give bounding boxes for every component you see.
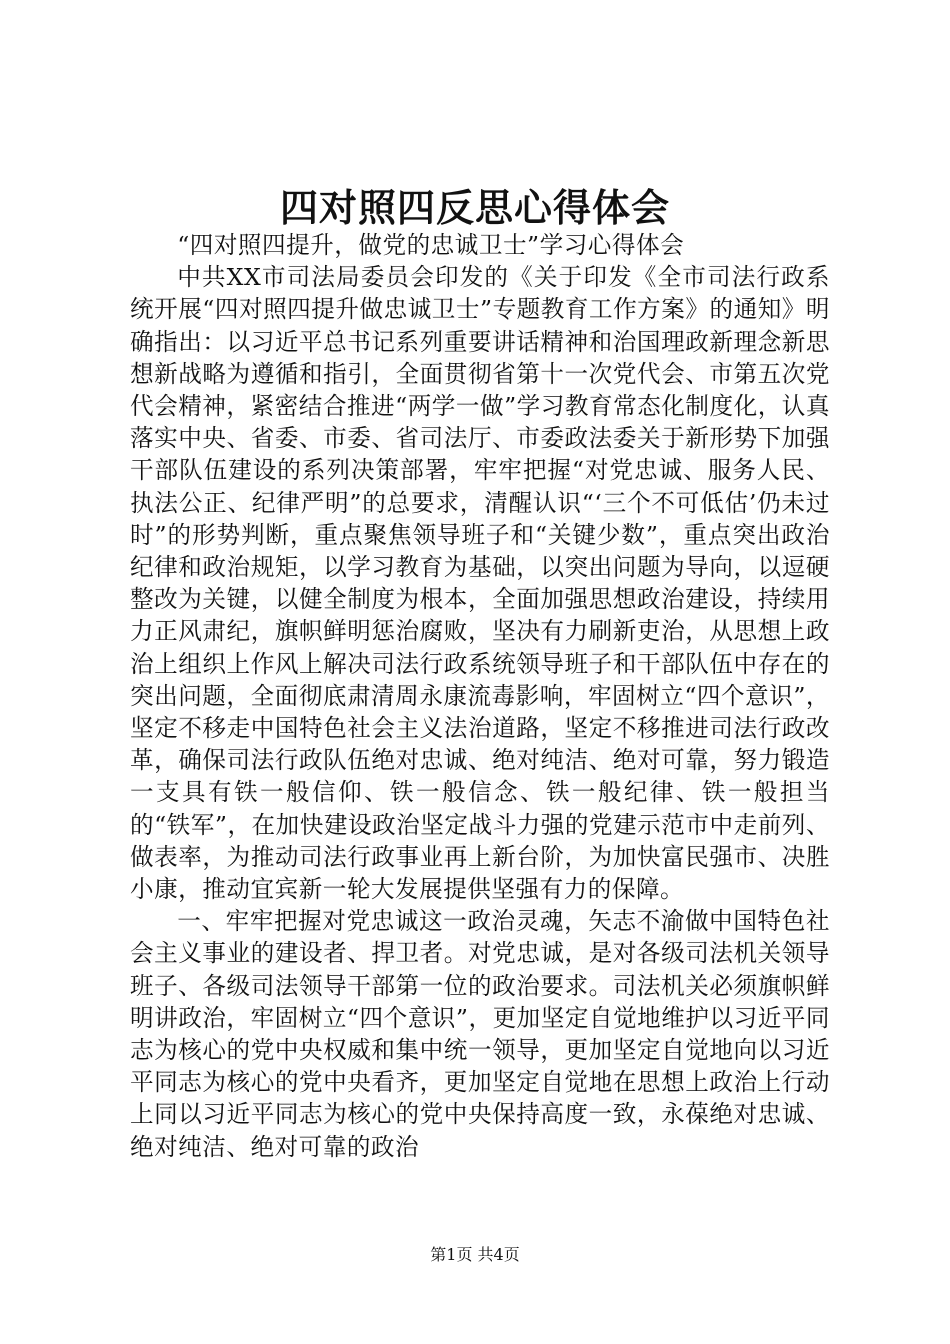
document-subtitle: “四对照四提升，做党的忠诚卫士”学习心得体会 bbox=[177, 231, 685, 259]
document-title: 四对照四反思心得体会 bbox=[279, 185, 670, 230]
document-body bbox=[130, 229, 830, 1163]
body-paragraph: 中共XX市司法局委员会印发的《关于印发《全市司法行政系统开展“四对照四提升做忠诚卫士”专题教育工作方案》的通知》明确指出：以习近平总书记系列重要讲话精神和治国理政新理念新思想新战略为遵循和指引，全面贯彻省第十一次党代会、市第五次党代会精神，紧密结合推进“两学一做”学习教育常态化制度化，认真落实中央、省委、市委、省司法厅、市委政法委关于新形势下加强干部队伍建设的系列决策部署，牢牢把握“对党忠诚、服务人民、执法公正、纪律严明”的总要求，清醒认识“‘三个不可低估’仍未过时”的形势判断，重点聚焦领导班子和“关键少数”，重点突出政治纪律和政治规矩，以学习教育为基础，以突出问题为导向，以逗硬整改为关键，以健全制度为根本，全面加强思想政治建设，持续用力正风肃纪，旗帜鲜明惩治腐败，坚决有力刷新吏治，从思想上政治上组织上作风上解决司法行政系统领导班子和干部队伍中存在的突出问题，全面彻底肃清周永康流毒影响，牢固树立“四个意识”，坚定不移走中国特色社会主义法治道路，坚定不移推进司法行政改革，确保司法行政队伍绝对忠诚、绝对纯洁、绝对可靠，努力锻造一支具有铁一般信仰、铁一般信念、铁一般纪律、铁一般担当的“铁军”，在加快建设政治坚定战斗力强的党建示范市中走前列、做表率，为推动司法行政事业再上新台阶，为加快富民强市、决胜小康，推动宜宾新一轮大发展提供坚强有力的保障。 bbox=[130, 263, 830, 904]
page-number-footer: 第1页 共4页 bbox=[430, 1245, 520, 1264]
body-paragraph: 一、牢牢把握对党忠诚这一政治灵魂，矢志不渝做中国特色社会主义事业的建设者、捍卫者。对党忠诚，是对各级司法机关领导班子、各级司法领导干部第一位的政治要求。司法机关必须旗帜鲜明讲政治，牢固树立“四个意识”，更加坚定自觉地维护以习近平同志为核心的党中央权威和集中统一领导，更加坚定自觉地向以习近平同志为核心的党中央看齐，更加坚定自觉地在思想上政治上行动上同以习近平同志为核心的党中央保持高度一致，永葆绝对忠诚、绝对纯洁、绝对可靠的政治 bbox=[130, 907, 830, 1161]
